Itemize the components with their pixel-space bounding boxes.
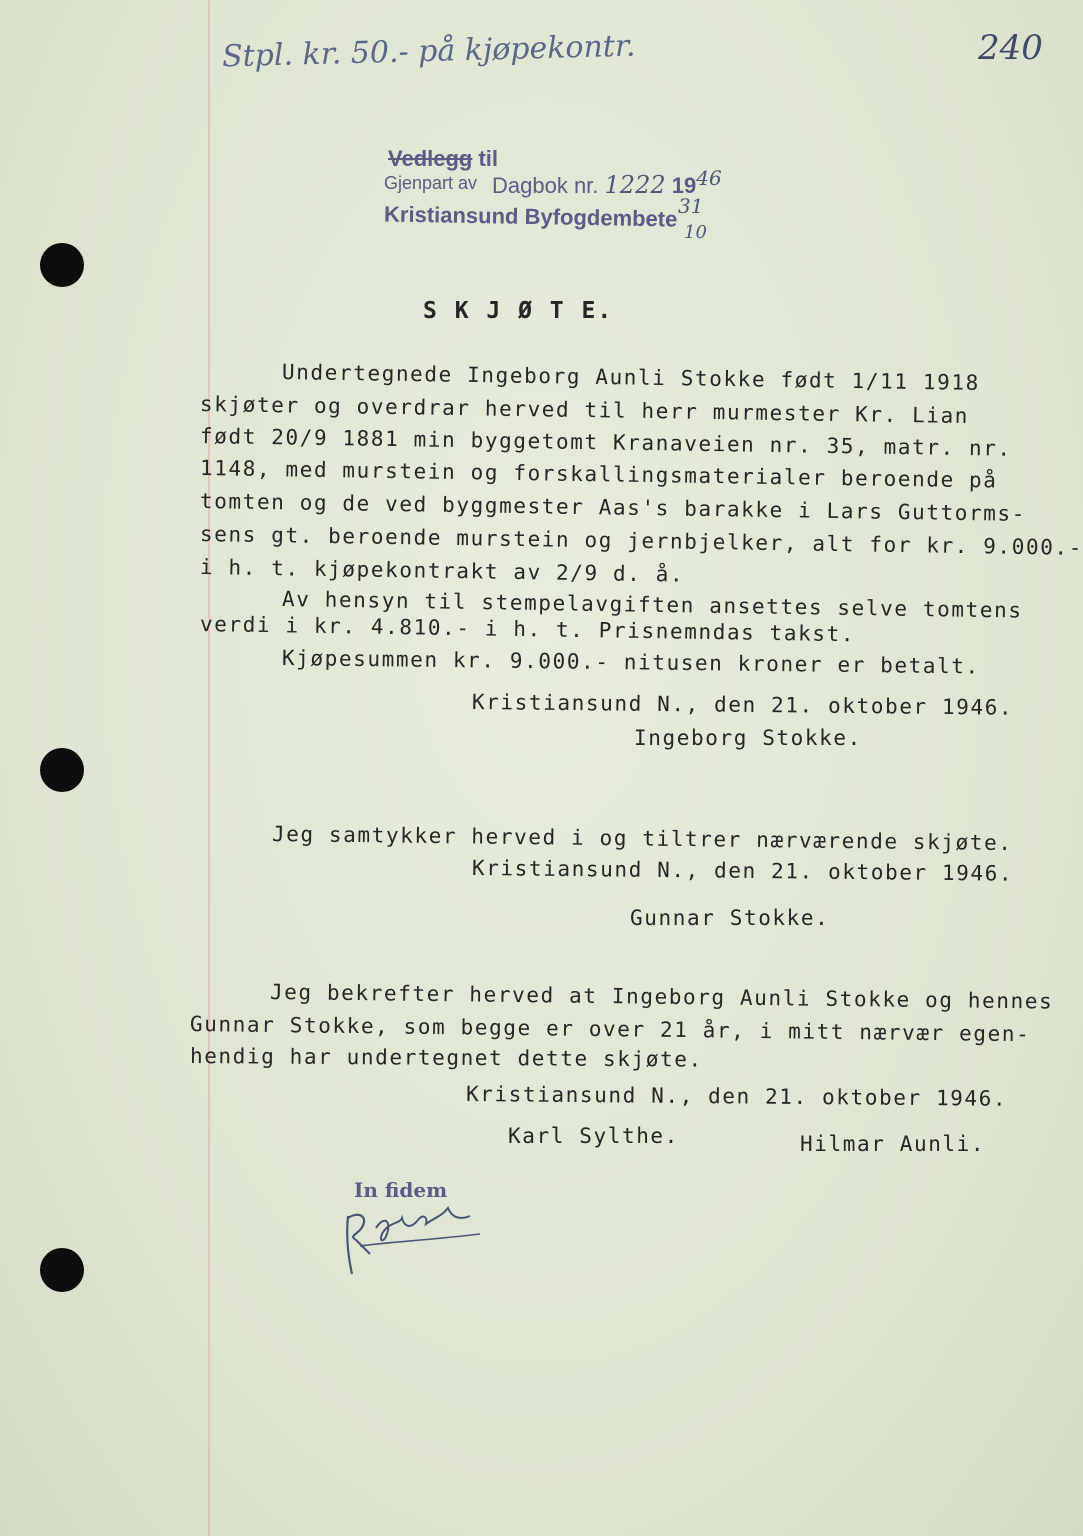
stamp-date-month: 10 bbox=[684, 222, 707, 243]
body-line: skjøter og overdrar herved til herr murmester Kr. Lian bbox=[199, 392, 970, 429]
body-line: i h. t. kjøpekontrakt av 2/9 d. å. bbox=[199, 555, 685, 587]
witness-name: Karl Sylthe. bbox=[508, 1124, 679, 1148]
stamp-date-day: 31 bbox=[678, 194, 704, 218]
body-line: 1148, med murstein og forskallingsmaterialer beroende på bbox=[199, 456, 998, 493]
consent-text: Jeg samtykker herved i og tiltrer nærværende skjøte. bbox=[271, 822, 1013, 856]
punch-hole-middle bbox=[40, 748, 84, 792]
confirm-line: Jeg bekrefter herved at Ingeborg Aunli Stokke og hennes bbox=[269, 980, 1054, 1014]
stamp-year-prefix: 19 bbox=[671, 173, 697, 198]
in-fidem-stamp: In fidem bbox=[354, 1178, 448, 1202]
place-date: Kristiansund N., den 21. oktober 1946. bbox=[471, 690, 1014, 720]
document-title: S K J Ø T E. bbox=[423, 298, 614, 324]
stamp-struck-word: Vedlegg bbox=[388, 146, 473, 171]
confirm-line: Gunnar Stokke, som begge er over 21 år, i mitt nærvær egen- bbox=[189, 1012, 1031, 1047]
handwritten-signature bbox=[330, 1196, 490, 1286]
stamp-fee-note: Stpl. kr. 50.- på kjøpekontr. bbox=[221, 28, 636, 75]
confirm-line: hendig har undertegnet dette skjøte. bbox=[189, 1044, 703, 1072]
punch-hole-top bbox=[40, 243, 84, 287]
body-line: Kjøpesummen kr. 9.000.- nitusen kroner er betalt. bbox=[281, 646, 981, 679]
body-line: Av hensyn til stempelavgiften ansettes selve tomtens bbox=[281, 587, 1023, 623]
body-line: tomten og de ved byggmester Aas's barakke i Lars Guttorms- bbox=[199, 489, 1027, 526]
stamp-dagbok-number: 1222 bbox=[604, 171, 666, 199]
place-date: Kristiansund N., den 21. oktober 1946. bbox=[465, 1082, 1008, 1111]
body-line: født 20/9 1881 min byggetomt Kranaveien nr. 35, matr. nr. bbox=[199, 424, 1012, 461]
stamp-office: Kristiansund Byfogdembete bbox=[383, 201, 678, 232]
body-line: Undertegnede Ingeborg Aunli Stokke født 1/11 1918 bbox=[281, 360, 981, 395]
page-number: 240 bbox=[978, 28, 1043, 68]
stamp-til: til bbox=[478, 146, 499, 171]
body-line: verdi i kr. 4.810.- i h. t. Prisnemndas takst. bbox=[199, 612, 856, 647]
witness-name: Hilmar Aunli. bbox=[800, 1132, 986, 1156]
signer-name: Ingeborg Stokke. bbox=[634, 726, 862, 750]
stamp-year-suffix: 46 bbox=[696, 166, 722, 190]
punch-hole-bottom bbox=[40, 1248, 84, 1292]
margin-rule bbox=[208, 0, 210, 1536]
stamp-gjenpart: Gjenpart av bbox=[384, 173, 478, 193]
body-line: sens gt. beroende murstein og jernbjelker, alt for kr. 9.000.- bbox=[199, 522, 1083, 560]
place-date: Kristiansund N., den 21. oktober 1946. bbox=[471, 856, 1014, 886]
stamp-dagbok-label: Dagbok nr. bbox=[492, 173, 599, 198]
signer-name: Gunnar Stokke. bbox=[630, 906, 830, 930]
